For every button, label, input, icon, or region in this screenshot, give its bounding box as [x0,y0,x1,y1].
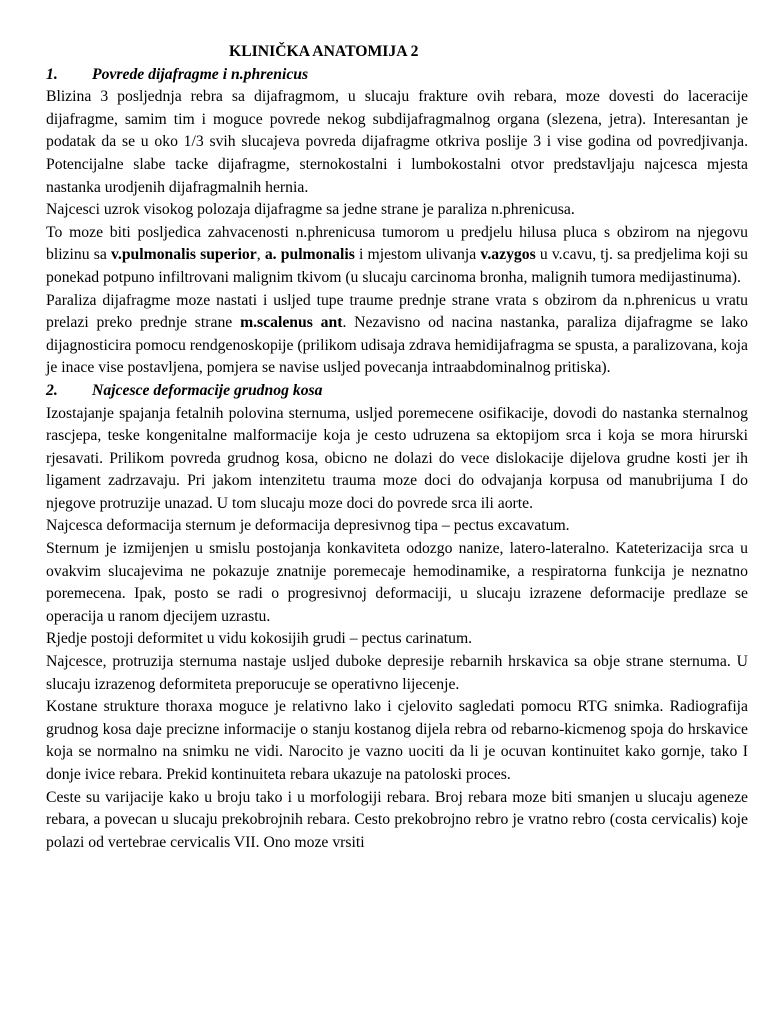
bold-term-scalenus: m.scalenus ant [240,314,343,332]
section-1-paragraph-2: Najcesci uzrok visokog polozaja dijafragme sa jedne strane je paraliza n.phrenicusa. [46,201,575,219]
paragraph-text: To moze biti posljedica zahvacenosti n.phrenicusa tumorom u predjelu hilusa pluca s obzirom na njegovu blizinu sa [46,223,748,264]
section-2-paragraph-1: Izostajanje spajanja fetalnih polovina sternuma, usljed poremecene osifikacije, dovodi do nastanka sternalnog rascjepa, teske kongenitalne malformacije koja je cesto udruzena sa ektopijom srca i koja se mora hirurski rjesavati. Prilikom povreda grudnog kosa, obicno ne dolazi do vece dislokacije dijelova grudne kosti jer ih ligament zadrzavaju. Pri jakom intenzitetu trauma moze doci do odvajanja korpusa od manubrijuma I do njegove protruzije unazad. U tom slucaju moze doci do povrede srca ili aorte. [46,404,748,512]
section-2-paragraph-5: Najcesce, protruzija sternuma nastaje usljed duboke depresije rebarnih hrskavica sa obje strane sternuma. U slucaju izrazenog deformiteta preporucuje se operativno lijecenje. [46,653,748,693]
section-2-paragraph-3: Sternum je izmijenjen u smislu postojanja konkaviteta odozgo nanize, latero-lateralno. Kateterizacija srca u ovakvim slucajevima ne pokazuje znatnije poremecaje hemodinamike, a respiratorna funkcija je neznatno poremecena. Ipak, posto se radi o progresivnoj deformaciji, u slucaju izrazene deformacije predlaze se operacija u ranom djecijem uzrastu. [46,540,748,625]
page-title: KLINIČKA ANATOMIJA 2 [229,43,419,60]
section-1-title: Povrede dijafragme i n.phrenicus [92,65,309,83]
section-2-heading [46,380,748,403]
bold-term-vena-azygos: v.azygos [480,246,536,264]
section-1-paragraph-4 [46,290,748,380]
paragraph-text: u v.cavu, tj. sa predjelima koji su ponekad potpuno infiltrovani malignim tkivom (u slucaju carcinoma bronha, malignih tumora medijastinuma). [46,246,749,286]
section-1-paragraph-1: Blizina 3 posljednja rebra sa dijafragmom, u slucaju frakture ovih rebara, moze dovesti do laceracije dijafragme, samim tim i moguce povrede nekog subdijafragmalnog organa (slezena, jetra). Interesantan je podatak da se u oko 1/3 svih slucajeva povreda dijafragme otkriva poslije 3 i vise godina od povredjivanja. Potencijalne slabe tacke dijafragme, sternokostalni i lumbokostalni otvor predstavljaju najcesca mjesta nastanka urodjenih dijafragmalnih hernia. [46,88,748,196]
section-2-number: 2. [46,381,58,399]
section-1-paragraph-3 [46,222,748,290]
section-2-paragraph-4: Rjedje postoji deformitet u vidu kokosijih grudi – pectus carinatum. [46,630,473,648]
section-2-title: Najcesce deformacije grudnog kosa [92,381,323,399]
section-2-paragraph-6: Kostane strukture thoraxa moguce je relativno lako i cjelovito sagledati pomocu RTG snimka. Radiografija grudnog kosa daje precizne informacije o stanju kostanog dijela rebra od rebarno-kicmenog spoja do hrskavice koja se normalno na snimku ne vidi. Narocito je vazno uociti da li je ocuvan kontinuitet kako gornje, tako I donje ivice rebara. Prekid kontinuiteta rebara ukazuje na patoloski proces. [46,698,748,783]
bold-term-arteria-pulmonalis: a. pulmonalis [264,246,355,264]
paragraph-text: Paraliza dijafragme moze nastati i usljed tupe traume prednje strane vrata s obzirom da n.phrenicus u vratu prelazi preko prednje strane [46,291,748,332]
bold-term-vena-pulmonalis: v.pulmonalis superior [110,246,257,264]
section-1-heading [46,64,748,87]
section-2-paragraph-7: Ceste su varijacije kako u broju tako i u morfologiji rebara. Broj rebara moze biti smanjen u slucaju ageneze rebara, a povecan u slucaju prekobrojnih rebara. Cesto prekobrojno rebro je vratno rebro (costa cervicalis) koje polazi od vertebrae cervicalis VII. Ono moze vrsiti [46,788,748,851]
paragraph-text: . Nezavisno od nacina nastanka, paraliza dijafragme se lako dijagnosticira pomocu rendgenoskopije (prilikom udisaja zdrava hemidijafragma se spusta, a paralizovana, koja je inace vise postavljena, pomjera se navise usljed povecanja intraabdominalnog pritiska). [46,314,749,377]
paragraph-text: i mjestom ulivanja [354,246,481,264]
section-2-paragraph-2: Najcesca deformacija sternum je deformacija depresivnog tipa – pectus excavatum. [46,517,570,535]
paragraph-text: , [256,246,265,264]
section-1-number: 1. [46,65,58,83]
